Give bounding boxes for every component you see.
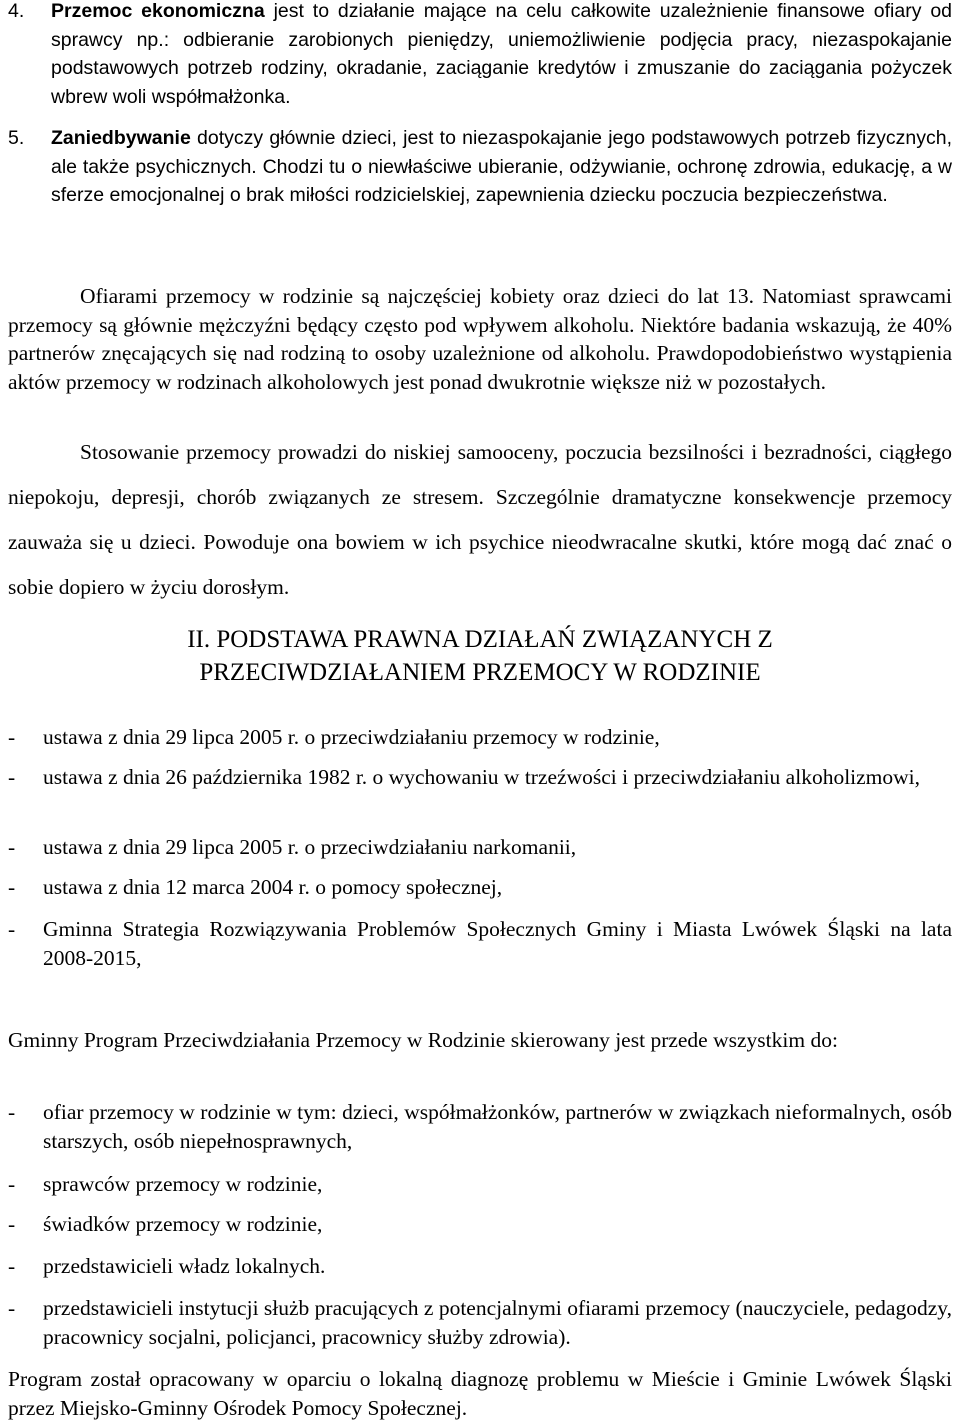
- list-dash: -: [8, 1212, 16, 1236]
- definition-text: jest to działanie mające na celu całkowite uzależnienie finansowe ofiary od sprawcy np.: odbieranie zarobionych pieniędzy, uniemożliwienie podjęcia pracy, niezaspokajanie podstawowych potrzeb rodziny, okradanie, zaciąganie kredytów i zmuszanie do zaciągania pożyczek wbrew woli współmałżonka.: [51, 0, 953, 108]
- target-group-item: [8, 1210, 952, 1239]
- legal-basis-item: [8, 763, 952, 792]
- list-dash: -: [8, 835, 16, 859]
- target-group-item: [8, 1294, 952, 1351]
- list-dash: -: [8, 1172, 16, 1196]
- list-item-text: świadków przemocy w rodzinie,: [43, 1212, 323, 1236]
- list-dash: -: [8, 917, 16, 941]
- legal-basis-item: [8, 915, 952, 972]
- item-number: 4.: [8, 0, 25, 22]
- definition-item-4: [8, 0, 952, 111]
- legal-basis-item: [8, 723, 952, 752]
- target-group-item: [8, 1252, 952, 1281]
- item-number: 5.: [8, 127, 25, 149]
- heading-line-1: II. PODSTAWA PRAWNA DZIAŁAŃ ZWIĄZANYCH Z: [187, 626, 773, 653]
- list-item-text: przedstawicieli instytucji służb pracujących z potencjalnymi ofiarami przemocy (nauczyciele, pedagodzy, pracownicy socjalni, policjanci, pracownicy służby zdrowia).: [43, 1296, 952, 1349]
- list-dash: -: [8, 875, 16, 899]
- section-heading: [0, 623, 960, 689]
- list-dash: -: [8, 725, 16, 749]
- list-item-text: ustawa z dnia 26 października 1982 r. o wychowaniu w trzeźwości i przeciwdziałaniu alkoholizmowi,: [43, 765, 921, 789]
- list-item-text: Gminna Strategia Rozwiązywania Problemów Społecznych Gminy i Miasta Lwówek Śląski na lata 2008-2015,: [43, 917, 952, 970]
- list-item-text: ustawa z dnia 29 lipca 2005 r. o przeciwdziałaniu przemocy w rodzinie,: [43, 725, 660, 749]
- list-dash: -: [8, 1254, 16, 1278]
- term: Zaniedbywanie: [51, 127, 191, 149]
- definition-item-5: [8, 124, 952, 210]
- program-closing: Program został opracowany w oparciu o lokalną diagnozę problemu w Mieście i Gminie Lwówek Śląski przez Miejsko-Gminny Ośrodek Pomocy Społecznej.: [8, 1367, 952, 1420]
- heading-line-2: PRZECIWDZIAŁANIEM PRZEMOCY W RODZINIE: [199, 659, 761, 686]
- list-item-text: przedstawicieli władz lokalnych.: [43, 1254, 326, 1278]
- paragraph-victims: Ofiarami przemocy w rodzinie są najczęściej kobiety oraz dzieci do lat 13. Natomiast sprawcami przemocy są głównie mężczyźni będący często pod wpływem alkoholu. Niektóre badania wskazują, że 40% partnerów znęcających się nad rodziną to osoby uzależnione od alkoholu. Prawdopodobieństwo wystąpienia aktów przemocy w rodzinach alkoholowych jest ponad dwukrotnie większe niż w pozostałych.: [8, 284, 952, 394]
- target-group-item: [8, 1170, 952, 1199]
- term: Przemoc ekonomiczna: [51, 0, 265, 22]
- list-dash: -: [8, 1100, 16, 1124]
- legal-basis-item: [8, 873, 952, 902]
- definition-text: dotyczy głównie dzieci, jest to niezaspokajanie jego podstawowych potrzeb fizycznych, ale także psychicznych. Chodzi tu o niewłaściwe ubieranie, odżywianie, ochronę zdrowia, edukację, a w sferze emocjonalnej o brak miłości rodzicielskiej, zapewnienia dziecku poczucia bezpieczeństwa.: [51, 127, 952, 206]
- list-dash: -: [8, 765, 16, 789]
- legal-basis-item: [8, 833, 952, 862]
- paragraph-consequences: Stosowanie przemocy prowadzi do niskiej samooceny, poczucia bezsilności i bezradności, ciągłego niepokoju, depresji, chorób związanych ze stresem. Szczególnie dramatyczne konsekwencje przemocy zauważa się u dzieci. Powoduje ona bowiem w ich psychice nieodwracalne skutki, które mogą dać znać o sobie dopiero w życiu dorosłym.: [8, 440, 952, 599]
- item-body: [51, 124, 952, 210]
- list-item-text: ustawa z dnia 12 marca 2004 r. o pomocy społecznej,: [43, 875, 503, 899]
- target-group-item: [8, 1098, 952, 1155]
- list-item-text: ustawa z dnia 29 lipca 2005 r. o przeciwdziałaniu narkomanii,: [43, 835, 577, 859]
- item-body: [51, 0, 952, 111]
- list-dash: -: [8, 1296, 16, 1320]
- list-item-text: sprawców przemocy w rodzinie,: [43, 1172, 323, 1196]
- program-intro: Gminny Program Przeciwdziałania Przemocy w Rodzinie skierowany jest przede wszystkim do:: [8, 1028, 838, 1052]
- list-item-text: ofiar przemocy w rodzinie w tym: dzieci, współmałżonków, partnerów w związkach nieformalnych, osób starszych, osób niepełnosprawnych,: [43, 1100, 952, 1153]
